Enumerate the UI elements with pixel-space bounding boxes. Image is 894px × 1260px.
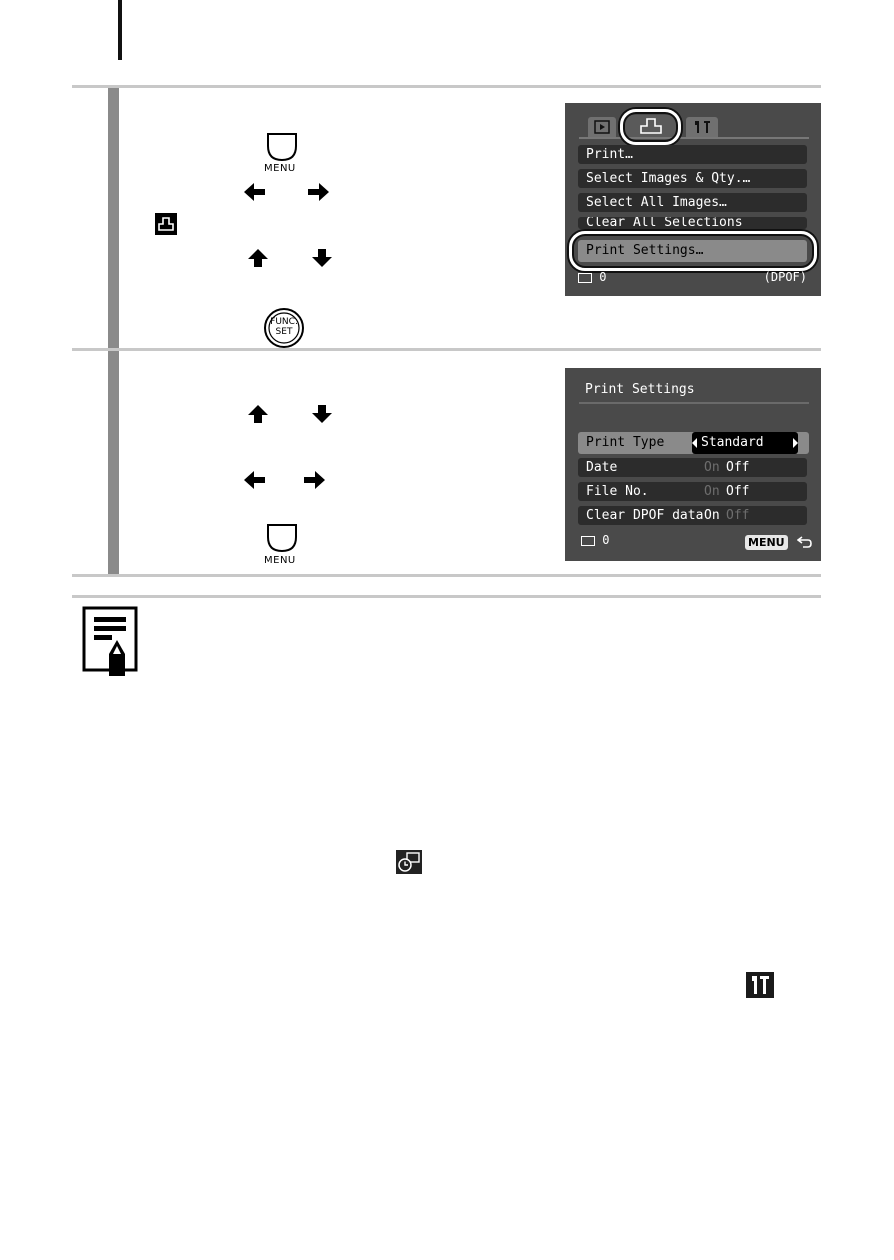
setting-label: Print Type [586, 435, 665, 450]
header-marker [118, 0, 122, 60]
option-on[interactable]: On [704, 460, 720, 475]
divider-top [72, 85, 821, 88]
menu-button-caption: MENU [264, 163, 296, 174]
menu-button-icon [265, 132, 299, 162]
up-arrow-icon [248, 249, 268, 267]
step-2-bar [108, 351, 119, 574]
step-1-bar [108, 88, 119, 348]
left-arrow-icon [244, 183, 266, 201]
menu-back-hint [745, 531, 813, 548]
print-type-value: Standard [701, 435, 764, 450]
down-arrow-icon [312, 405, 332, 423]
tab-underline [579, 137, 809, 139]
setting-label: File No. [586, 484, 649, 499]
caret-right-icon [793, 438, 798, 448]
setting-label: Date [586, 460, 618, 475]
divider-bottom [72, 574, 821, 577]
setting-label: Clear DPOF data [586, 508, 704, 523]
menu-item[interactable]: Select Images & Qty.… [578, 169, 807, 188]
print-tab-icon [155, 213, 177, 239]
selected-tab-ring [620, 109, 681, 145]
setting-file-no[interactable] [578, 482, 807, 501]
option-off[interactable]: Off [726, 508, 750, 523]
option-off[interactable]: Off [726, 484, 750, 499]
divider-note [72, 595, 821, 598]
menu-badge: MENU [745, 535, 788, 550]
caret-left-icon [692, 438, 697, 448]
menu-item[interactable]: Clear All Selections [578, 217, 807, 229]
option-off[interactable]: Off [726, 460, 750, 475]
up-arrow-icon [248, 405, 268, 423]
setup-tools-icon [746, 972, 774, 1002]
menu-item[interactable]: Select All Images… [578, 193, 807, 212]
note-pencil-icon [82, 606, 142, 680]
tab-playback [588, 117, 616, 137]
date-time-icon [396, 850, 422, 878]
title-underline [579, 402, 809, 404]
return-arrow-icon [797, 535, 813, 549]
footer-count [581, 534, 609, 546]
footer-dpof: (DPOF) [763, 270, 807, 284]
selected-item-ring [569, 231, 817, 271]
setting-clear-dpof[interactable] [578, 506, 807, 525]
option-on[interactable]: On [704, 508, 720, 523]
footer-count-value: 0 [602, 533, 610, 547]
screen-title: Print Settings [585, 382, 695, 397]
image-count-icon [581, 536, 595, 546]
set-label: SET [275, 327, 293, 337]
left-arrow-icon [244, 471, 266, 489]
menu-button-caption: MENU [264, 555, 296, 566]
right-arrow-icon [307, 183, 329, 201]
camera-screen-print-settings [565, 368, 821, 561]
menu-button-icon [265, 523, 299, 553]
footer-count [578, 271, 606, 283]
camera-screen-print-menu [565, 103, 821, 296]
image-count-icon [578, 273, 592, 283]
setting-date[interactable] [578, 458, 807, 477]
func-set-button-icon [263, 307, 305, 349]
right-arrow-icon [303, 471, 325, 489]
menu-item-selected[interactable]: Print Settings… [578, 240, 807, 262]
menu-item[interactable]: Print… [578, 145, 807, 164]
down-arrow-icon [312, 249, 332, 267]
divider-mid [72, 348, 821, 351]
print-type-value-box[interactable] [692, 432, 798, 454]
tab-setup [686, 117, 718, 137]
func-label: FUNC. [270, 317, 298, 327]
option-on[interactable]: On [704, 484, 720, 499]
footer-count-value: 0 [599, 270, 607, 284]
